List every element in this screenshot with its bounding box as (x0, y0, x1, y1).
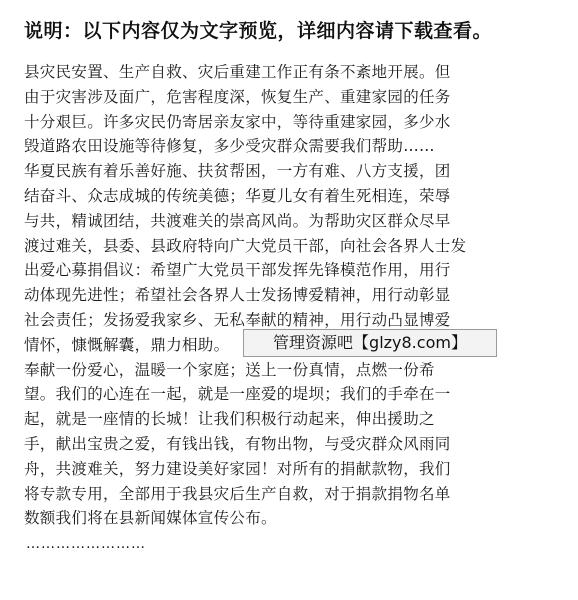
text-line: 望。我们的心连在一起，就是一座爱的堤坝；我们的手牵在一 (24, 385, 451, 404)
text-line: 由于灾害涉及面广，危害程度深，恢复生产、重建家园的任务 (24, 87, 451, 106)
document-body (24, 60, 564, 531)
text-line: 结奋斗、众志成城的传统美德；华夏儿女有着生死相连，荣辱 (24, 186, 451, 205)
text-line: 华夏民族有着乐善好施、扶贫帮困，一方有难、八方支援，团 (24, 162, 451, 181)
text-line: 舟，共渡难关，努力建设美好家园！对所有的捐献款物，我们 (24, 459, 451, 478)
text-line: 起，就是一座情的长城！让我们积极行动起来，伸出援助之 (24, 410, 435, 429)
text-line: 社会责任；发扬爱我家乡、无私奉献的精神，用行动凸显博爱 (24, 310, 451, 329)
text-line: 十分艰巨。许多灾民仍寄居亲友家中，等待重建家园，多少水 (24, 112, 451, 131)
text-line: 数额我们将在县新闻媒体宣传公布。 (24, 509, 277, 528)
truncation-ellipsis: …………………… (26, 536, 146, 552)
text-line: 出爱心募捐倡议：希望广大党员干部发挥先锋模范作用，用行 (24, 261, 451, 280)
text-line: 与共，精诚团结，共渡难关的崇高风尚。为帮助灾区群众尽早 (24, 211, 451, 230)
text-line: 渡过难关，县委、县政府特向广大党员干部，向社会各界人士发 (24, 236, 467, 255)
text-line: 毁道路农田设施等待修复，多少受灾群众需要我们帮助…… (24, 137, 435, 156)
text-line: 县灾民安置、生产自救、灾后重建工作正有条不紊地开展。但 (24, 63, 451, 81)
preview-notice-heading: 说明：以下内容仅为文字预览，详细内容请下载查看。 (24, 20, 493, 42)
text-line: 情怀，慷慨解囊，鼎力相助。 (24, 335, 230, 354)
text-line: 奉献一份爱心，温暖一个家庭；送上一份真情，点燃一份希 (24, 360, 435, 379)
text-line: 动体现先进性；希望社会各界人士发扬博爱精神，用行动彰显 (24, 286, 451, 305)
text-line: 将专款专用，全部用于我县灾后生产自救，对于捐款捐物名单 (24, 484, 451, 503)
text-line: 手，献出宝贵之爱，有钱出钱，有物出物，与受灾群众风雨同 (24, 434, 451, 453)
watermark-badge: 管理资源吧【glzy8.com】 (243, 329, 497, 357)
